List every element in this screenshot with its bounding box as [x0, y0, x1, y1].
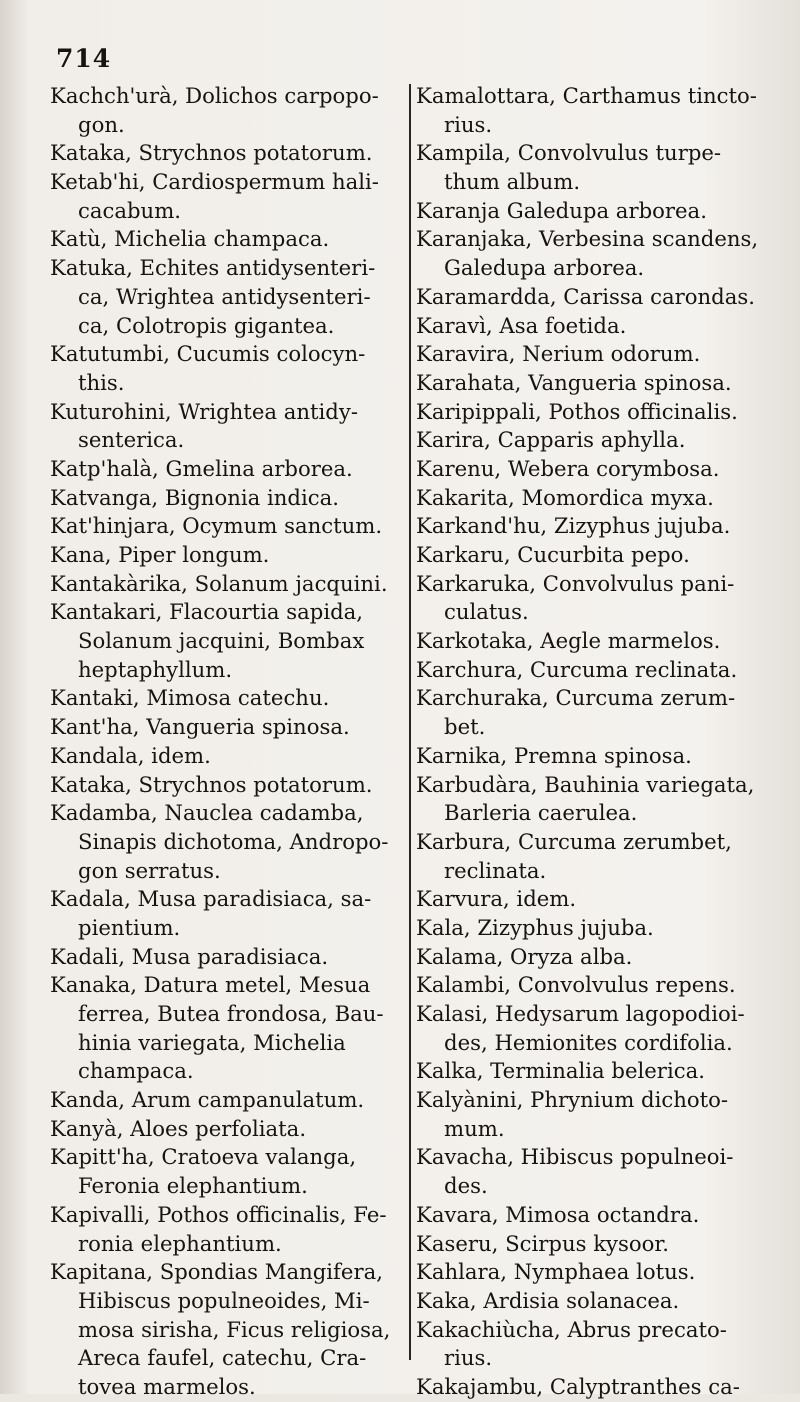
entry-headline: Kadala, Musa paradisiaca, sa-: [50, 886, 372, 912]
entry-headline: Kampila, Convolvulus turpe-: [416, 140, 722, 166]
dictionary-entry: [416, 971, 768, 1000]
dictionary-entry: [50, 1115, 404, 1144]
entry-continuation: ronia elephantium.: [78, 1230, 282, 1256]
entry-headline: Katuka, Echites antidysenteri-: [50, 255, 376, 281]
entry-continuation: ca, Colotropis gigantea.: [78, 312, 335, 338]
entry-headline: Karchura, Curcuma reclinata.: [416, 656, 738, 682]
dictionary-entry: [416, 541, 768, 570]
entry-headline: Kantaki, Mimosa catechu.: [50, 685, 330, 711]
dictionary-entry: [50, 225, 404, 254]
entry-continuation: hinia variegata, Michelia: [78, 1029, 346, 1055]
dictionary-entry: [416, 369, 768, 398]
dictionary-entry: [416, 885, 768, 914]
entry-continuation: des.: [444, 1173, 488, 1199]
entry-headline: Kataka, Strychnos potatorum.: [50, 771, 373, 797]
entry-continuation: tovea marmelos.: [78, 1373, 256, 1399]
entry-continuation: Barleria caerulea.: [444, 800, 638, 826]
entry-headline: Kat'hinjara, Ocymum sanctum.: [50, 513, 383, 539]
entry-continuation: heptaphyllum.: [78, 656, 233, 682]
entry-headline: Katù, Michelia champaca.: [50, 226, 330, 252]
entry-headline: Ketab'hi, Cardiospermum hali-: [50, 169, 379, 195]
entry-headline: Karvura, idem.: [416, 886, 577, 912]
entry-headline: Karbudàra, Bauhinia variegata,: [416, 771, 755, 797]
entry-continuation: Solanum jacquini, Bombax: [78, 628, 365, 654]
dictionary-entry: [416, 512, 768, 541]
dictionary-entry: [416, 225, 768, 282]
entry-headline: Kaseru, Scirpus kysoor.: [416, 1230, 669, 1256]
column-divider: [409, 84, 411, 1360]
dictionary-entry: [416, 656, 768, 685]
entry-continuation: mosa sirisha, Ficus religiosa,: [78, 1316, 391, 1342]
entry-headline: Kala, Zizyphus jujuba.: [416, 914, 654, 940]
entry-headline: Katp'halà, Gmelina arborea.: [50, 455, 353, 481]
dictionary-entry: [416, 197, 768, 226]
entry-headline: Karavira, Nerium odorum.: [416, 341, 701, 367]
dictionary-entry: [416, 1373, 768, 1402]
left-column: [50, 82, 404, 1402]
entry-continuation: ca, Wrightea antidysenteri-: [78, 283, 371, 309]
page-number: 714: [56, 44, 112, 73]
dictionary-entry: [416, 1000, 768, 1057]
dictionary-entry: [50, 398, 404, 455]
dictionary-entry: [416, 455, 768, 484]
dictionary-entry: [416, 398, 768, 427]
entry-headline: Kakarita, Momordica myxa.: [416, 484, 714, 510]
entry-headline: Karkaru, Cucurbita pepo.: [416, 542, 690, 567]
entry-headline: Kanyà, Aloes perfoliata.: [50, 1115, 307, 1141]
dictionary-entry: [50, 742, 404, 771]
dictionary-entry: [50, 1258, 404, 1401]
entry-headline: Karnika, Premna spinosa.: [416, 742, 692, 768]
dictionary-entry: [416, 570, 768, 627]
entry-continuation: senterica.: [78, 427, 185, 453]
entry-headline: Kakajambu, Calyptranthes ca-: [416, 1373, 740, 1399]
dictionary-entry: [50, 1201, 404, 1258]
dictionary-entry: [416, 82, 768, 139]
entry-continuation: pientium.: [78, 914, 181, 940]
entry-headline: Karahata, Vangueria spinosa.: [416, 369, 732, 395]
dictionary-entry: [416, 742, 768, 771]
entry-continuation: gon serratus.: [78, 857, 221, 883]
entry-continuation: Feronia elephantium.: [78, 1173, 308, 1199]
entry-headline: Kalasi, Hedysarum lagopodioi-: [416, 1001, 745, 1026]
entry-headline: Karanja Galedupa arborea.: [416, 197, 707, 223]
dictionary-entry: [416, 771, 768, 828]
dictionary-entry: [50, 139, 404, 168]
entry-headline: Kakachiùcha, Abrus precato-: [416, 1316, 727, 1342]
dictionary-entry: [50, 684, 404, 713]
entry-headline: Karkand'hu, Zizyphus jujuba.: [416, 513, 731, 539]
entry-headline: Kana, Piper longum.: [50, 542, 270, 567]
entry-headline: Kalyànini, Phrynium dichoto-: [416, 1087, 729, 1113]
dictionary-entry: [416, 283, 768, 312]
dictionary-entry: [416, 627, 768, 656]
entry-headline: Kachch'urà, Dolichos carpopo-: [50, 83, 379, 108]
dictionary-entry: [416, 484, 768, 513]
entry-continuation: champaca.: [78, 1058, 194, 1084]
entry-continuation: mum.: [444, 1115, 505, 1141]
entry-headline: Karipippali, Pothos officinalis.: [416, 398, 738, 424]
entry-headline: Kanda, Arum campanulatum.: [50, 1087, 365, 1113]
dictionary-entry: [416, 914, 768, 943]
dictionary-entry: [416, 1316, 768, 1373]
right-column: [416, 82, 768, 1402]
dictionary-entry: [50, 1143, 404, 1200]
entry-continuation: Areca faufel, catechu, Cra-: [78, 1345, 367, 1371]
entry-headline: Karira, Capparis aphylla.: [416, 427, 686, 453]
dictionary-entry: [50, 713, 404, 742]
dictionary-entry: [416, 340, 768, 369]
entry-headline: Kavara, Mimosa octandra.: [416, 1201, 700, 1227]
entry-headline: Kantakari, Flacourtia sapida,: [50, 599, 364, 625]
dictionary-entry: [416, 1057, 768, 1086]
entry-headline: Kataka, Strychnos potatorum.: [50, 140, 373, 166]
dictionary-entry: [50, 570, 404, 599]
dictionary-entry: [50, 455, 404, 484]
entry-headline: Kalambi, Convolvulus repens.: [416, 972, 736, 998]
entry-headline: Kavacha, Hibiscus populneoi-: [416, 1144, 734, 1170]
entry-headline: Kadamba, Nauclea cadamba,: [50, 800, 364, 826]
dictionary-entry: [50, 771, 404, 800]
dictionary-entry: [50, 82, 404, 139]
dictionary-entry: [50, 340, 404, 397]
entry-headline: Karkaruka, Convolvulus pani-: [416, 570, 735, 596]
entry-continuation: ferrea, Butea frondosa, Bau-: [78, 1001, 384, 1026]
entry-headline: Kuturohini, Wrightea antidy-: [50, 398, 358, 424]
dictionary-entry: [416, 1230, 768, 1259]
entry-headline: Karenu, Webera corymbosa.: [416, 455, 720, 481]
entry-continuation: reclinata.: [444, 857, 547, 883]
entry-continuation: Sinapis dichotoma, Andropo-: [78, 828, 389, 854]
entry-continuation: Hibiscus populneoides, Mi-: [78, 1287, 370, 1313]
dictionary-entry: [416, 1143, 768, 1200]
dictionary-entry: [50, 971, 404, 1086]
entry-headline: Kahlara, Nymphaea lotus.: [416, 1259, 696, 1285]
entry-headline: Karkotaka, Aegle marmelos.: [416, 628, 721, 654]
dictionary-entry: [50, 541, 404, 570]
dictionary-entry: [50, 799, 404, 885]
entry-headline: Kamalottara, Carthamus tincto-: [416, 83, 757, 108]
entry-headline: Kapitt'ha, Cratoeva valanga,: [50, 1144, 357, 1170]
entry-headline: Kanaka, Datura metel, Mesua: [50, 972, 371, 998]
entry-headline: Karanjaka, Verbesina scandens,: [416, 226, 759, 252]
dictionary-entry: [50, 943, 404, 972]
entry-headline: Katutumbi, Cucumis colocyn-: [50, 341, 366, 367]
entry-continuation: gon.: [78, 111, 125, 137]
dictionary-entry: [416, 1086, 768, 1143]
dictionary-entry: [416, 1287, 768, 1316]
entry-headline: Katvanga, Bignonia indica.: [50, 484, 339, 510]
entry-headline: Kalka, Terminalia belerica.: [416, 1058, 705, 1084]
dictionary-entry: [416, 426, 768, 455]
dictionary-entry: [416, 943, 768, 972]
dictionary-entry: [416, 1258, 768, 1287]
entry-continuation: rius.: [444, 111, 493, 137]
dictionary-entry: [416, 139, 768, 196]
entry-continuation: this.: [78, 369, 125, 395]
entry-headline: Kadali, Musa paradisiaca.: [50, 943, 329, 969]
dictionary-entry: [50, 598, 404, 684]
entry-headline: Kapitana, Spondias Mangifera,: [50, 1259, 383, 1285]
entry-headline: Kapivalli, Pothos officinalis, Fe-: [50, 1201, 387, 1227]
entry-headline: Karamardda, Carissa carondas.: [416, 283, 755, 309]
entry-headline: Kantakàrika, Solanum jacquini.: [50, 570, 388, 596]
dictionary-entry: [416, 828, 768, 885]
dictionary-entry: [50, 885, 404, 942]
entry-continuation: Galedupa arborea.: [444, 255, 645, 281]
entry-continuation: thum album.: [444, 169, 581, 195]
entry-headline: Karavì, Asa foetida.: [416, 312, 627, 338]
entry-headline: Karbura, Curcuma zerumbet,: [416, 828, 732, 854]
entry-headline: Kalama, Oryza alba.: [416, 943, 633, 969]
dictionary-entry: [50, 512, 404, 541]
dictionary-entry: [50, 484, 404, 513]
entry-headline: Karchuraka, Curcuma zerum-: [416, 685, 736, 711]
entry-continuation: rius.: [444, 1345, 493, 1371]
entry-headline: Kandala, idem.: [50, 742, 211, 768]
dictionary-entry: [416, 684, 768, 741]
entry-continuation: culatus.: [444, 599, 529, 625]
entry-continuation: des, Hemionites cordifolia.: [444, 1029, 733, 1055]
entry-headline: Kant'ha, Vangueria spinosa.: [50, 714, 350, 740]
entry-continuation: bet.: [444, 714, 486, 740]
dictionary-entry: [50, 168, 404, 225]
entry-headline: Kaka, Ardisia solanacea.: [416, 1287, 680, 1313]
dictionary-entry: [50, 254, 404, 340]
dictionary-entry: [50, 1086, 404, 1115]
dictionary-entry: [416, 1201, 768, 1230]
entry-continuation: cacabum.: [78, 197, 182, 223]
dictionary-entry: [416, 312, 768, 341]
